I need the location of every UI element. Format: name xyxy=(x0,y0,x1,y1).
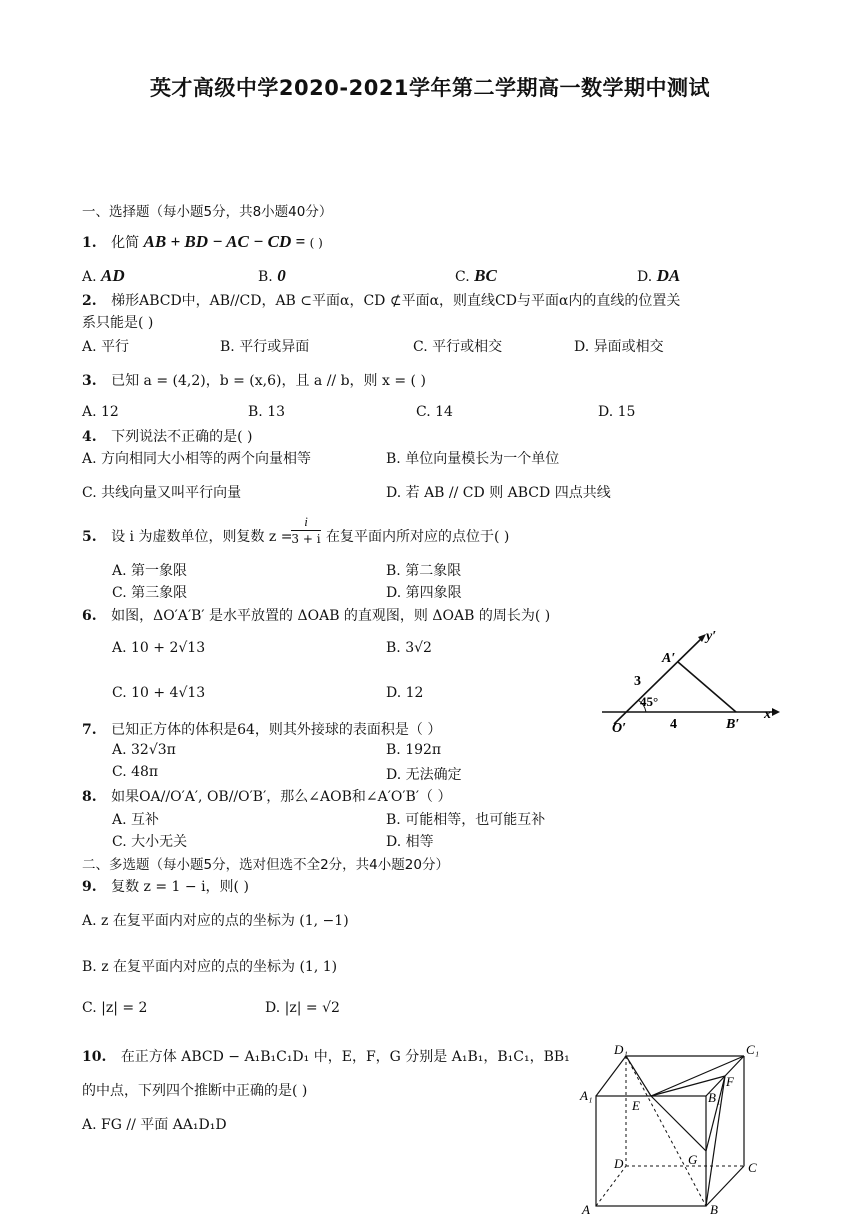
option-b: B. 平行或异面 xyxy=(220,339,310,355)
option-c: C. 大小无关 xyxy=(112,834,188,850)
question-number: 6. xyxy=(82,608,97,624)
question-number: 10. xyxy=(82,1049,107,1065)
label-g: G xyxy=(688,1152,698,1167)
option-d xyxy=(637,266,680,286)
segment-e-g xyxy=(651,1096,706,1151)
question-stem-continued: 系只能是( ) xyxy=(82,315,154,331)
edge-a1-d1 xyxy=(596,1056,626,1096)
label-b1: B₁ xyxy=(708,1090,721,1105)
question-7 xyxy=(82,719,441,739)
option-d: D. |z| = √2 xyxy=(265,1000,340,1016)
question-number: 7. xyxy=(82,722,97,738)
vector-expression: AB + BD − AC − CD = xyxy=(143,232,306,251)
label-a1: A₁ xyxy=(580,1088,593,1103)
option-a: A. z 在复平面内对应的点的坐标为 (1, −1) xyxy=(82,913,349,929)
option-c: C. |z| = 2 xyxy=(82,1000,148,1016)
label-c1: C₁ xyxy=(746,1042,760,1057)
label-a: A xyxy=(582,1202,590,1217)
question-stem-continued: 在复平面内所对应的点位于( ) xyxy=(326,529,510,545)
segment-a-b xyxy=(678,662,736,712)
page-title: 英才高级中学2020-2021学年第二学期高一数学期中测试 xyxy=(149,76,711,100)
label-y-prime: y′ xyxy=(706,629,717,644)
option-c: C. 共线向量又叫平行向量 xyxy=(82,485,242,501)
option-b: B. 可能相等，也可能互补 xyxy=(386,812,546,828)
question-stem: 下列说法不正确的是( ) xyxy=(111,429,253,445)
option-d: D. 若 AB // CD 则 ABCD 四点共线 xyxy=(386,485,611,501)
option-a: A. FG // 平面 AA₁D₁D xyxy=(82,1117,227,1133)
label-a-prime: A′ xyxy=(662,651,676,666)
question-stem: 如图，ΔO′A′B′ 是水平放置的 ΔOAB 的直观图，则 ΔOAB 的周长为( ) xyxy=(111,608,551,624)
question-stem: 已知正方体的体积是64，则其外接球的表面积是（ ） xyxy=(111,722,442,738)
answer-blank: ( ) xyxy=(309,236,323,250)
question-number: 5. xyxy=(82,529,97,545)
question-stem-continued: 的中点，下列四个推断中正确的是( ) xyxy=(82,1083,308,1099)
question-stem: 梯形ABCD中，AB//CD，AB ⊂平面α，CD ⊄平面α，则直线CD与平面α内的直线的位置关 xyxy=(111,293,681,309)
label-length-4: 4 xyxy=(670,717,677,732)
question-stem: 设 i 为虚数单位，则复数 z = xyxy=(111,529,293,545)
fraction-denominator: 3 + i xyxy=(291,532,321,546)
option-c xyxy=(455,266,497,286)
edge-a-d-hidden xyxy=(596,1166,626,1206)
question-number: 8. xyxy=(82,789,97,805)
edge-b-c xyxy=(706,1166,744,1206)
option-label: C. xyxy=(455,269,470,285)
label-x-prime: x′ xyxy=(764,707,775,722)
oblique-projection-figure xyxy=(594,618,784,738)
front-face xyxy=(596,1096,706,1206)
option-a: A. 第一象限 xyxy=(112,563,188,579)
option-label: A. xyxy=(82,269,97,285)
question-stem: 化简 xyxy=(111,235,140,251)
option-value: DA xyxy=(656,266,681,285)
question-stem: 如果OA//O′A′, OB//O′B′，那么∠AOB和∠A′O′B′（ ） xyxy=(111,789,452,805)
question-2 xyxy=(82,290,680,310)
option-label: D. xyxy=(637,269,653,285)
question-5 xyxy=(82,526,292,546)
label-length-3: 3 xyxy=(634,674,641,689)
option-c: C. 14 xyxy=(416,404,453,420)
option-value: AD xyxy=(101,266,125,285)
section-heading-single-choice: 一、选择题（每小题5分，共8小题40分） xyxy=(82,204,333,220)
question-stem: 已知 a = (4,2)，b = (x,6)，且 a // b，则 x = ( ) xyxy=(111,373,426,389)
question-number: 9. xyxy=(82,879,97,895)
option-d: D. 15 xyxy=(598,404,636,420)
question-4 xyxy=(82,426,252,446)
question-10 xyxy=(82,1046,570,1066)
option-d: D. 无法确定 xyxy=(386,767,462,783)
option-c: C. 48π xyxy=(112,764,159,780)
option-a: A. 12 xyxy=(82,404,119,420)
fraction xyxy=(291,514,321,547)
question-number: 3. xyxy=(82,373,97,389)
option-c: C. 10 + 4√13 xyxy=(112,685,206,701)
option-b: B. z 在复平面内对应的点的坐标为 (1, 1) xyxy=(82,959,338,975)
option-d: D. 第四象限 xyxy=(386,585,462,601)
option-a: A. 平行 xyxy=(82,339,130,355)
label-d: D xyxy=(614,1156,624,1171)
question-number: 1. xyxy=(82,235,97,251)
label-o-prime: O′ xyxy=(612,721,627,736)
option-a xyxy=(82,266,125,286)
option-d: D. 12 xyxy=(386,685,424,701)
option-b xyxy=(258,266,286,286)
segment-d1-b-hidden xyxy=(626,1056,706,1206)
cube-figure xyxy=(576,1040,776,1217)
option-a: A. 方向相同大小相等的两个向量相等 xyxy=(82,451,312,467)
option-value: BC xyxy=(474,266,497,285)
option-c: C. 平行或相交 xyxy=(413,339,503,355)
question-6 xyxy=(82,605,550,625)
question-stem: 在正方体 ABCD − A₁B₁C₁D₁ 中，E，F，G 分别是 A₁B₁，B₁C₁，BB₁ xyxy=(120,1049,570,1065)
label-f: F xyxy=(726,1074,734,1089)
question-1 xyxy=(82,232,323,252)
y-axis-line xyxy=(614,638,702,724)
question-number: 2. xyxy=(82,293,97,309)
question-8 xyxy=(82,786,451,806)
option-b: B. 192π xyxy=(386,742,442,758)
section-heading-multi-choice: 二、多选题（每小题5分，选对但选不全2分，共4小题20分） xyxy=(82,857,449,873)
label-d1: D₁ xyxy=(614,1042,628,1057)
label-c: C xyxy=(748,1160,757,1175)
question-3 xyxy=(82,370,426,390)
option-label: B. xyxy=(258,269,273,285)
option-b: B. 3√2 xyxy=(386,640,432,656)
option-b: B. 第二象限 xyxy=(386,563,462,579)
option-value: 0 xyxy=(277,266,286,285)
label-b: B xyxy=(710,1202,718,1217)
label-angle-45: 45° xyxy=(640,694,659,709)
option-d: D. 相等 xyxy=(386,834,434,850)
option-a: A. 10 + 2√13 xyxy=(112,640,206,656)
fraction-numerator: i xyxy=(291,514,321,531)
question-9 xyxy=(82,876,249,896)
question-stem: 复数 z = 1 − i，则( ) xyxy=(111,879,249,895)
option-b: B. 13 xyxy=(248,404,286,420)
option-a: A. 32√3π xyxy=(112,742,176,758)
question-number: 4. xyxy=(82,429,97,445)
option-a: A. 互补 xyxy=(112,812,160,828)
option-b: B. 单位向量模长为一个单位 xyxy=(386,451,560,467)
label-e: E xyxy=(632,1098,640,1113)
option-d: D. 异面或相交 xyxy=(574,339,664,355)
option-c: C. 第三象限 xyxy=(112,585,188,601)
label-b-prime: B′ xyxy=(726,717,740,732)
